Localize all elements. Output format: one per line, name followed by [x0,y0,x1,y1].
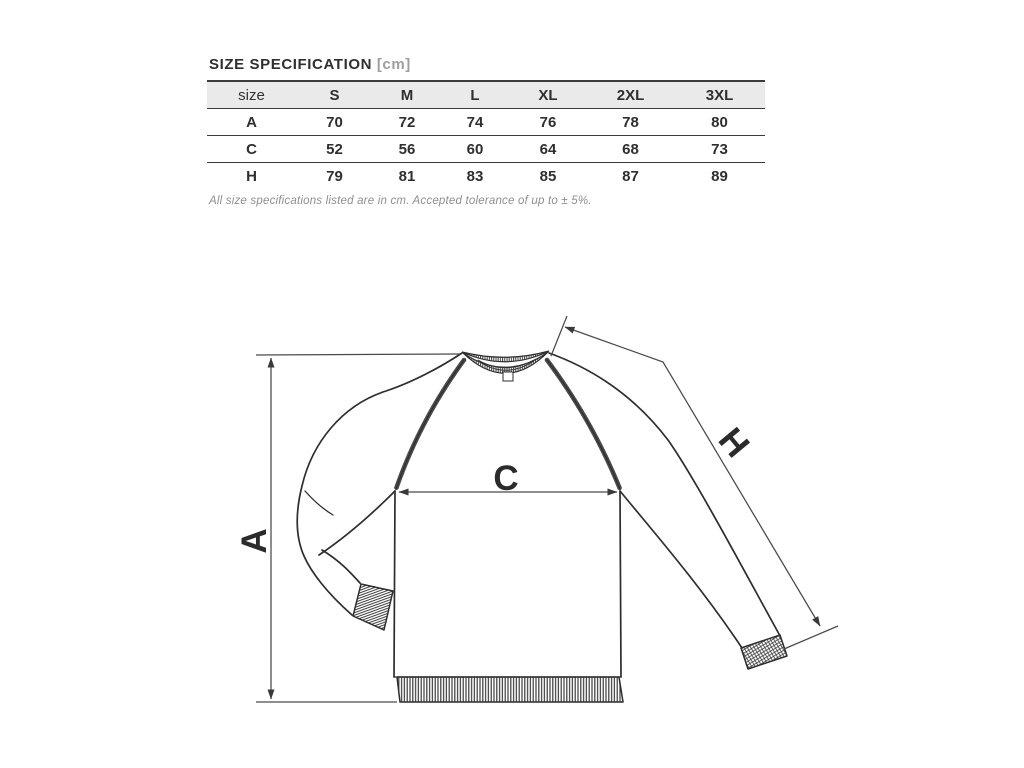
page-title-unit: [cm] [376,56,411,73]
row-label-a: A [246,113,257,131]
size-specification-panel [207,57,765,207]
table-row-c [207,136,765,163]
column-header-size: size [238,86,265,104]
column-header-m: M [400,86,414,104]
right-raglan-seam-line [547,360,620,489]
page-title-text: SIZE SPECIFICATION [209,56,373,73]
column-header-s: S [329,86,340,104]
size-value-cell: 56 [398,140,416,158]
right-sleeve-inner-edge [620,491,742,648]
neck-label-tag [503,372,513,381]
size-value-cell: 79 [326,167,343,185]
table-row-h [207,163,765,190]
row-label-h: H [246,167,257,185]
dim-h-extension-bottom [784,626,838,649]
left-raglan-seam-line [396,360,464,489]
size-value-cell: 60 [466,140,484,158]
size-value-cell: 78 [622,113,639,131]
page-title [209,57,765,73]
size-value-cell: 73 [711,140,728,158]
body-right-edge [620,491,621,677]
dim-a-extension-top [256,354,460,355]
size-value-cell: 87 [622,167,639,185]
size-value-cell: 81 [398,167,416,185]
size-table [207,80,765,189]
column-header-3xl: 3XL [705,86,734,104]
size-table-header-row [207,81,765,109]
tolerance-footnote: All size specifications listed are in cm. Accepted tolerance of up to ± 5%. [209,195,592,207]
left-cuff-rib [353,584,393,630]
size-value-cell: 83 [466,167,484,185]
column-header-l: L [470,86,480,104]
table-row-a [207,109,765,136]
column-header-2xl: 2XL [616,86,645,104]
left-armpit-fold-line [305,491,333,515]
size-value-cell: 89 [711,167,728,185]
sweatshirt-outline [297,353,787,702]
left-sleeve-outer-edge [297,353,462,615]
size-value-cell: 85 [539,167,557,185]
body-left-edge [394,491,395,677]
size-value-cell: 74 [466,113,484,131]
size-value-cell: 80 [711,113,728,131]
dimension-label-c: C [493,459,519,498]
dimension-label-a: A [235,528,274,554]
right-raglan-seam-texture [547,360,620,489]
size-value-cell: 64 [539,140,557,158]
size-value-cell: 52 [326,140,343,158]
row-label-c: C [246,140,257,158]
size-value-cell: 76 [539,113,557,131]
dimension-label-h: H [710,420,757,465]
size-value-cell: 72 [398,113,416,131]
collar [462,351,549,381]
left-forearm-top-edge [322,550,360,583]
left-sleeve-inner-edge [319,491,395,555]
size-value-cell: 70 [326,113,343,131]
dim-h-extension-top [551,316,567,356]
bottom-hem-rib [397,677,623,702]
column-header-xl: XL [538,86,558,104]
right-sleeve-top-edge [549,353,779,634]
right-cuff-rib [741,635,787,669]
left-raglan-seam-texture [396,360,464,489]
size-value-cell: 68 [622,140,639,158]
